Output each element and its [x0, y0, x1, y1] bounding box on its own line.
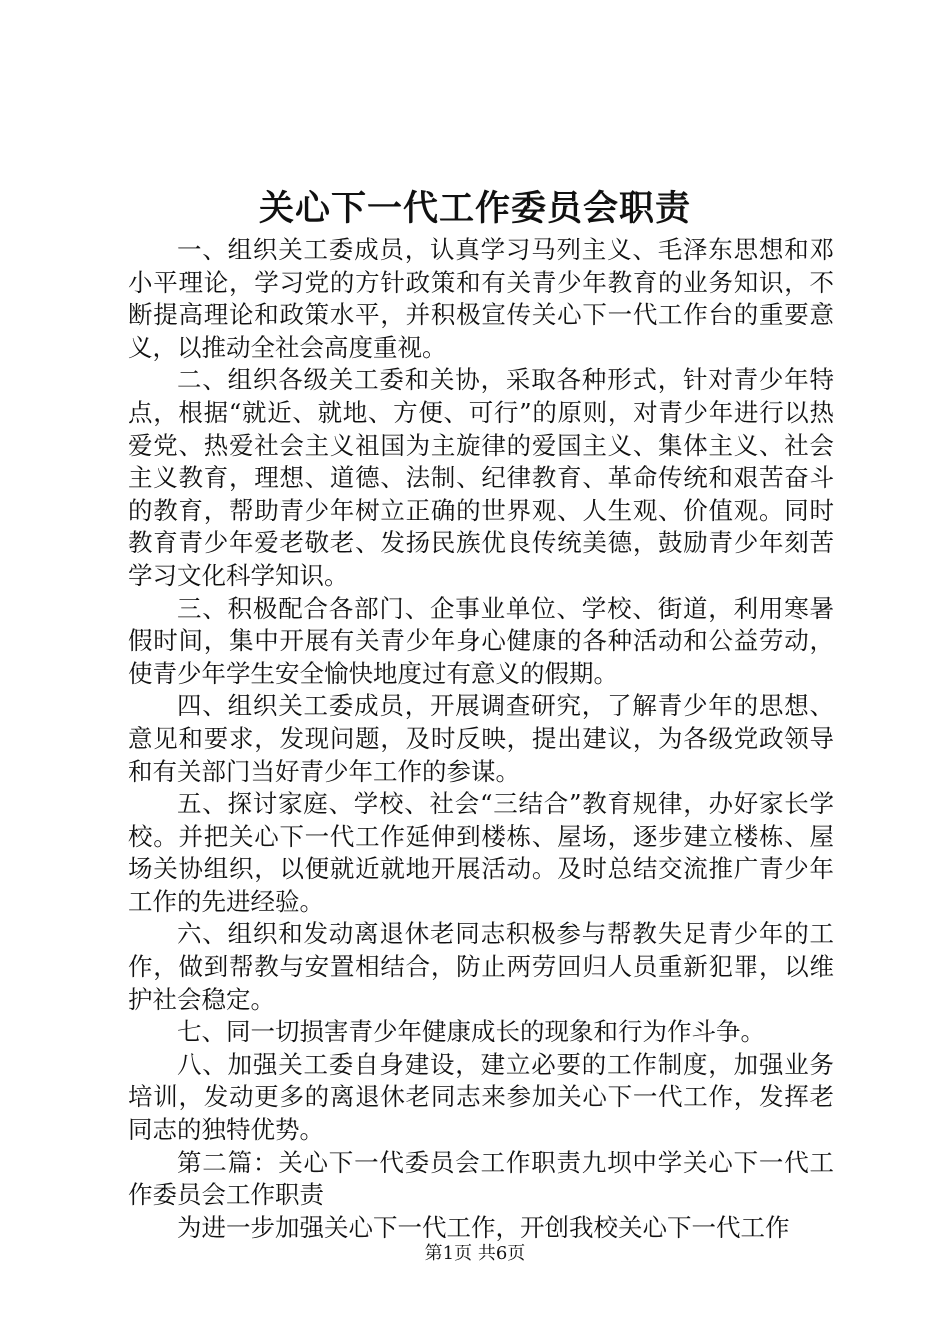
paragraph-10: 为进一步加强关心下一代工作，开创我校关心下一代工作 [177, 1212, 790, 1242]
paragraph-6: 六、组织和发动离退休老同志积极参与帮教失足青少年的工作，做到帮教与安置相结合，防止两劳回归人员重新犯罪，以维护社会稳定。 [128, 919, 834, 1014]
paragraph-4: 四、组织关工委成员，开展调查研究，了解青少年的思想、意见和要求，发现问题，及时反映，提出建议，为各级党政领导和有关部门当好青少年工作的参谋。 [128, 691, 834, 786]
paragraph-2: 二、组织各级关工委和关协，采取各种形式，针对青少年特点，根据“就近、就地、方便、可行”的原则，对青少年进行以热爱党、热爱社会主义祖国为主旋律的爱国主义、集体主义、社会主义教育，理想、道德、法制、纪律教育、革命传统和艰苦奋斗的教育，帮助青少年树立正确的世界观、人生观、价值观。同时教育青少年爱老敬老、发扬民族优良传统美德，鼓励青少年刻苦学习文化科学知识。 [128, 365, 834, 590]
page-footer: 第1页 共6页 [424, 1243, 526, 1264]
paragraph-5: 五、探讨家庭、学校、社会“三结合”教育规律，办好家长学校。并把关心下一代工作延伸到楼栋、屋场，逐步建立楼栋、屋场关协组织，以便就近就地开展活动。及时总结交流推广青少年工作的先进经验。 [128, 789, 834, 916]
paragraph-1: 一、组织关工委成员，认真学习马列主义、毛泽东思想和邓小平理论，学习党的方针政策和有关青少年教育的业务知识，不断提高理论和政策水平，并积极宣传关心下一代工作台的重要意义，以推动全社会高度重视。 [128, 235, 834, 362]
paragraph-8: 八、加强关工委自身建设，建立必要的工作制度，加强业务培训，发动更多的离退休老同志来参加关心下一代工作，发挥老同志的独特优势。 [128, 1049, 834, 1145]
document-title: 关心下一代工作委员会职责 [258, 188, 691, 229]
paragraph-3: 三、积极配合各部门、企事业单位、学校、街道，利用寒暑假时间，集中开展有关青少年身心健康的各种活动和公益劳动，使青少年学生安全愉快地度过有意义的假期。 [128, 593, 834, 688]
paragraph-7: 七、同一切损害青少年健康成长的现象和行为作斗争。 [177, 1017, 765, 1047]
paragraph-second-part-title: 第二篇：关心下一代委员会工作职责九坝中学关心下一代工作委员会工作职责 [128, 1147, 834, 1210]
document-body [128, 234, 834, 1244]
